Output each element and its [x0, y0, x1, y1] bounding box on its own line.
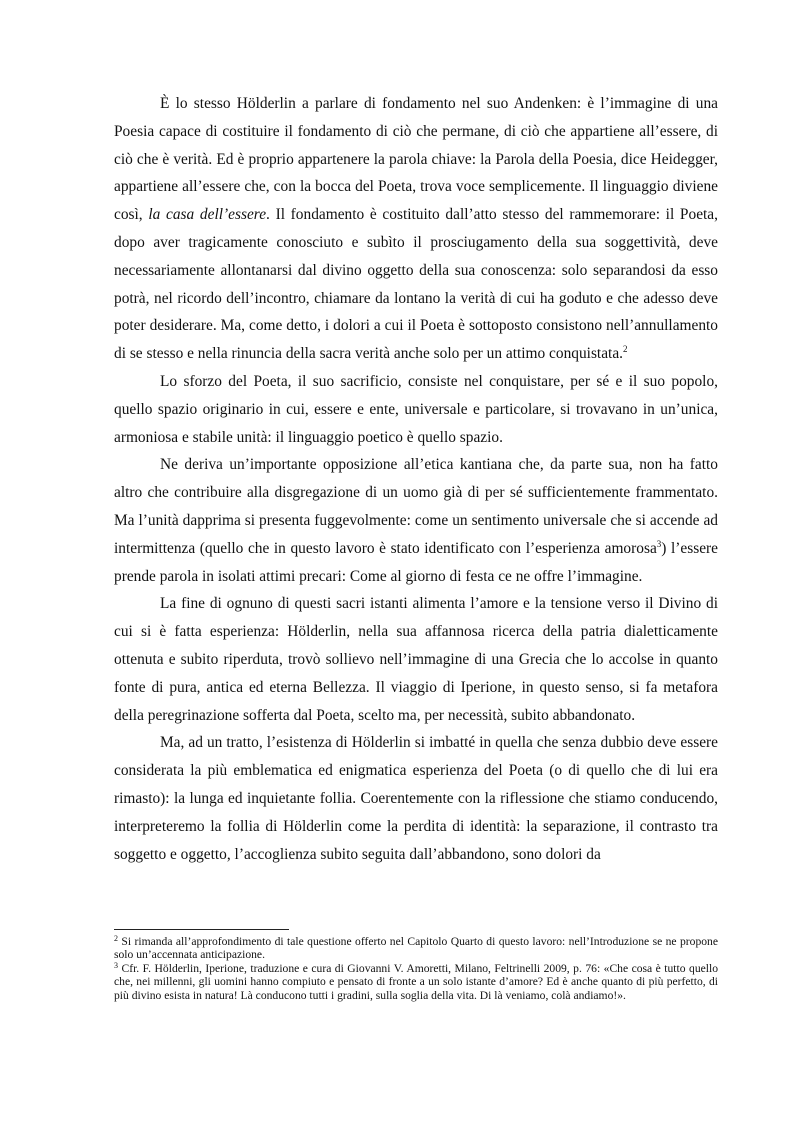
footnote: [114, 935, 718, 962]
paragraph: Ma, ad un tratto, l’esistenza di Hölderlin si imbatté in quella che senza dubbio deve essere considerata la più emblematica ed enigmatica esperienza del Poeta (o di quello che di lui era rimasto): la lunga ed inquietante follia. Coerentemente con la riflessione che stiamo conducendo, interpreteremo la follia di Hölderlin come la perdita di identità: la separazione, il contrasto tra soggetto e oggetto, l’accoglienza subito seguita dall’abbandono, sono dolori da: [114, 734, 718, 863]
paragraph: Ne deriva un’importante opposizione all’etica kantiana che, da parte sua, non ha fatto altro che contribuire alla disgregazione di un uomo già di per sé sufficientemente frammentato. Ma l’unità dapprima si presenta fuggevolmente: come un sentimento universale che si accende ad intermittenza (quello che in questo lavoro è stato identificato con l’esperienza amorosa$^3$) l’essere prende parola in isolati attimi precari: Come al giorno di festa ce ne offre l’immagine.: [114, 456, 718, 585]
footnote-ref: 2: [623, 344, 628, 355]
footnote: [114, 962, 718, 1002]
footnotes: [114, 935, 718, 1002]
footnote-text: Cfr. F. Hölderlin, Iperione, traduzione e cura di Giovanni V. Amoretti, Milano, Feltrinelli 2009, p. 76: «Che cosa è tutto quello che, nei millenni, gli uomini hanno compiuto e pensato di fronte a un solo istante d’amore? Ed è anche quanto di più perfetto, di più divino esista in natura! Là conducono tutti i gradini, sulla soglia della vita. Di là veniamo, colà andiamo!».: [114, 961, 718, 1002]
footnote-ref: 3: [656, 538, 662, 549]
footnote-number: 3: [114, 960, 118, 970]
paragraph: È lo stesso Hölderlin a parlare di fondamento nel suo Andenken: è l’immagine di una Poesia capace di costituire il fondamento di ciò che permane, di ciò che appartiene all’essere, di ciò che è verità. Ed è proprio appartenere la parola chiave: la Parola della Poesia, dice Heidegger, appartiene all’essere che, con la bocca del Poeta, trova voce semplicemente. Il linguaggio diviene così, la casa dell’essere. Il fondamento è costituito dall’atto stesso del rammemorare: il Poeta, dopo aver tragicamente conosciuto e subìto il prosciugamento della sua soggettività, deve necessariamente allontanarsi dal divino oggetto della sua conoscenza: solo separandosi da esso potrà, nel ricordo dell’incontro, chiamare da lontano la verità di cui ha goduto e che adesso deve poter desiderare. Ma, come detto, i dolori a cui il Poeta è sottoposto consistono nell’annullamento di se stesso e nella rinuncia della sacra verità anche solo per un attimo conquistata.$^2$: [114, 95, 718, 363]
paragraph: Lo sforzo del Poeta, il suo sacrificio, consiste nel conquistare, per sé e il suo popolo, quello spazio originario in cui, essere e ente, universale e particolare, si trovavano in un’unica, armoniosa e stabile unità: il linguaggio poetico è quello spazio.: [114, 372, 718, 446]
footnote-separator: [114, 929, 289, 930]
footnote-text: Si rimanda all’approfondimento di tale questione offerto nel Capitolo Quarto di questo lavoro: nell’Introduzione se ne propone solo un’accennata anticipazione.: [114, 935, 718, 962]
footnote-number: 2: [114, 934, 118, 943]
body-text: [114, 90, 718, 868]
paragraph: La fine di ognuno di questi sacri istanti alimenta l’amore e la tensione verso il Divino di cui si è fatta esperienza: Hölderlin, nella sua affannosa ricerca della patria dialetticamente ottenuta e subito riperduta, trovò sollievo nell’immagine di una Grecia che lo accolse in quanto fonte di pura, antica ed eterna Bellezza. Il viaggio di Iperione, in questo senso, si fa metafora della peregrinazione sofferta dal Poeta, scelto ma, per necessità, subito abbandonato.: [114, 595, 718, 724]
